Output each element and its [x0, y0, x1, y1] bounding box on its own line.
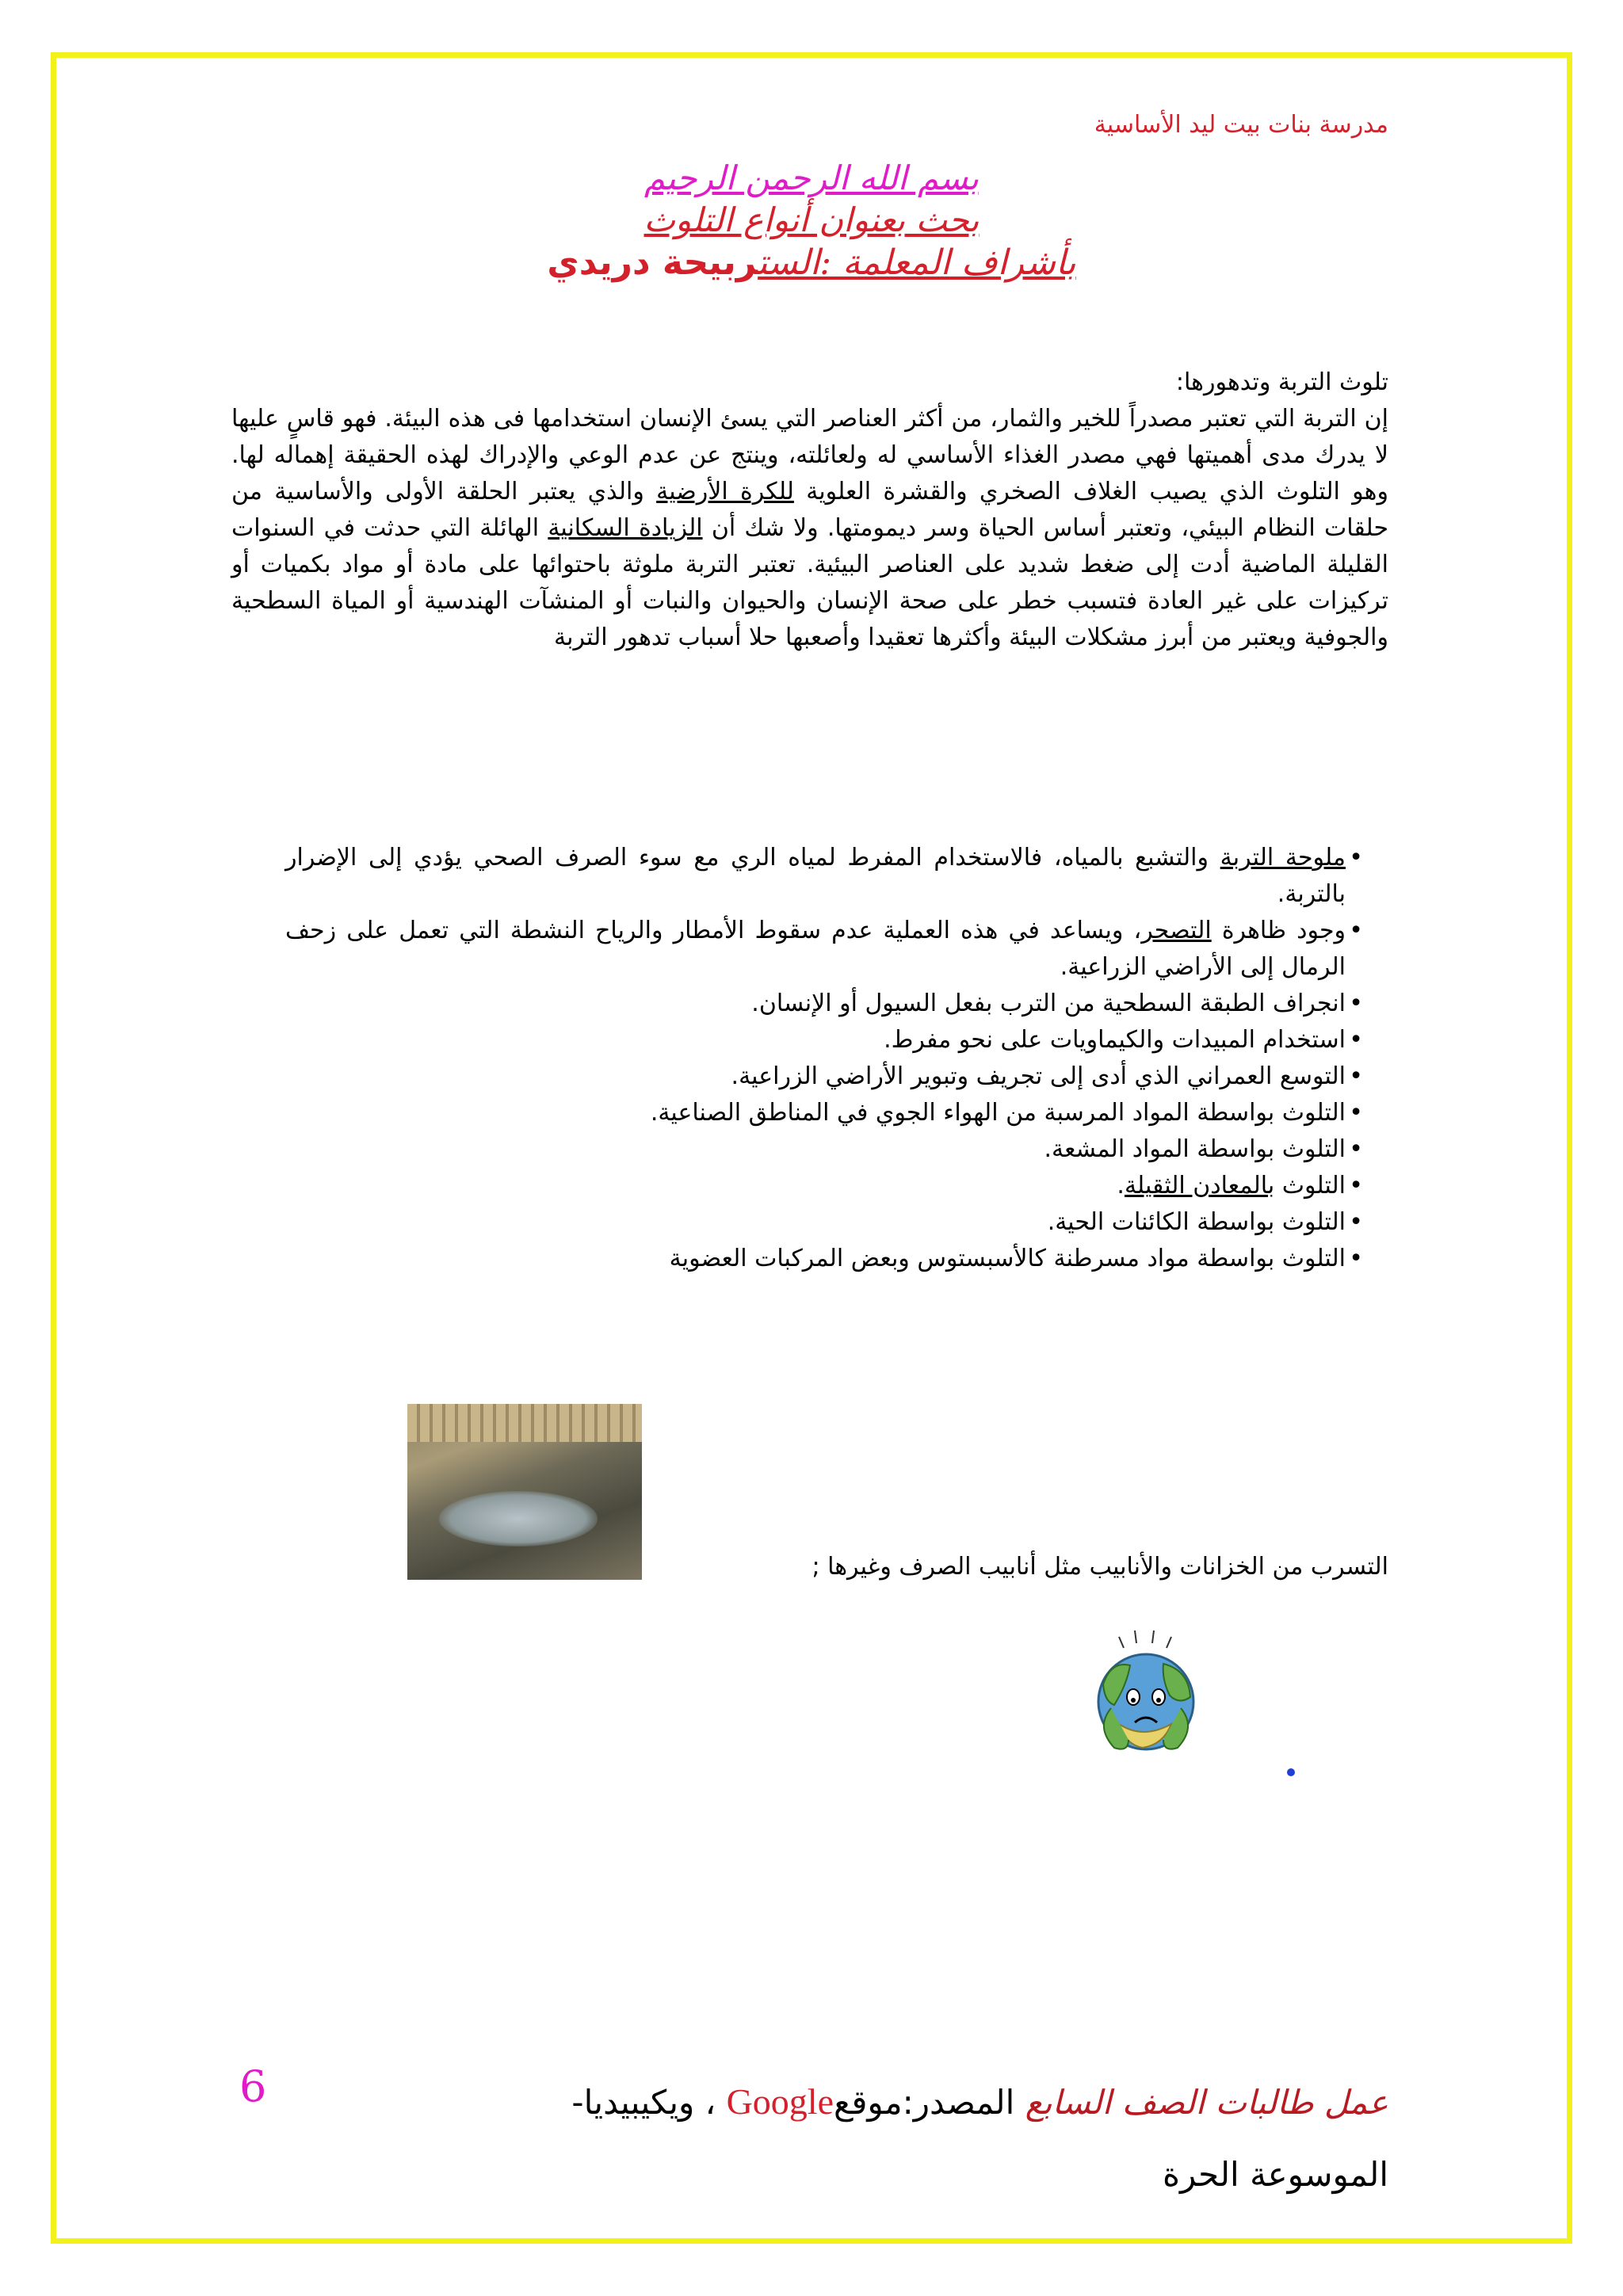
paragraph-part-c: الهائلة التي حدثت في السنوات القليلة الماضية أدت إلى ضغط شديد على العناصر البيئية. تعتبر التربة ملوثة باحتوائها على مادة أو مواد بكميات أو تركيزات على غير العادة فتسبب خطر على صحة الإنسان والحيوان والنبات أو المنشآت الهندسية أو المياة السطحية والجوفية ويعتبر من أبرز مشكلات البيئة وأكثرها تعقيدا وأصعبها حلا أسباب تدهور التربة — [231, 514, 1388, 651]
list-item: • التلوث بواسطة مواد مسرطنة كالأسبستوس وبعض المركبات العضوية — [285, 1241, 1357, 1277]
footer-wiki: ، ويكيبيديا- — [571, 2083, 716, 2122]
footer-encyclopedia: الموسوعة الحرة — [1162, 2155, 1388, 2194]
list-item: • انجراف الطبقة السطحية من الترب بفعل السيول أو الإنسان. — [285, 986, 1357, 1022]
salinity-link[interactable]: ملوحة التربة — [1220, 844, 1346, 871]
soil-section — [231, 364, 1388, 656]
paragraph-part-a: إن التربة التي تعتبر مصدراً للخير والثمار، من أكثر العناصر التي يسئ الإنسان استخدامها فى هذه البيئة. فهو قاسٍ عليها لا يدرك مدى أهميتها فهي مصدر الغذاء الأساسي له ولعائلته، وينتج عن عدم الوعي والإدراك لهذه الحقيقة إهماله لها. وهو التلوث الذي يصيب الغلاف الصخري والقشرة العلوية — [231, 405, 1388, 505]
supervisor-label: بأشراف المعلمة :الست — [758, 242, 1076, 283]
photo-fence — [407, 1404, 642, 1442]
list-item: • التلوث بواسطة المواد المشعة. — [285, 1131, 1357, 1168]
list-item — [285, 1168, 1357, 1204]
list-item-text: . — [1117, 1172, 1125, 1199]
list-item: • التلوث بواسطة المواد المرسبة من الهواء الجوي في المناطق الصناعية. — [285, 1095, 1357, 1131]
school-name: مدرسة بنات بيت ليد الأساسية — [1094, 111, 1388, 139]
earth-link[interactable]: للكرة الأرضية — [656, 478, 794, 505]
supervisor-line — [0, 242, 1623, 283]
supervisor-name: ربيحة دريدي — [547, 242, 758, 283]
list-item: • التوسع العمراني الذي أدى إلى تجريف وتبوير الأراضي الزراعية. — [285, 1058, 1357, 1095]
list-item — [285, 840, 1357, 913]
footer-class: عمل طالبات الصف السابع — [1025, 2083, 1388, 2122]
list-item-text: ، ويساعد في هذه العملية عدم سقوط الأمطار والرياح النشطة التي تعمل على زحف الرمال إلى الأراضي الزراعية. — [285, 917, 1346, 981]
desertification-link[interactable]: التصحر — [1141, 917, 1212, 944]
footer-google: Google — [726, 2081, 834, 2122]
list-item-text: والتشبع بالمياه، فالاستخدام المفرط لمياه الري مع سوء الصرف الصحي يؤدي إلى الإضرار بالتربة. — [285, 844, 1346, 908]
soil-leak-photo — [407, 1404, 642, 1580]
paragraph-part-b: والذي يعتبر الحلقة الأولى والأساسية من حلقات النظام البيئي، وتعتبر أساس الحياة وسر ديمومتها. ولا شك أن — [231, 478, 1388, 542]
bullet-dot — [1287, 1768, 1295, 1776]
causes-list — [285, 840, 1357, 1277]
basmala: بسم الله الرحمن الرحيم — [643, 158, 980, 197]
list-item-text: وجود ظاهرة — [1221, 917, 1346, 944]
sad-earth-icon — [1087, 1629, 1205, 1762]
section-title: تلوث التربة وتدهورها: — [1175, 368, 1388, 396]
footer-credit — [571, 2081, 1388, 2122]
list-item — [285, 913, 1357, 986]
list-item: • استخدام المبيدات والكيماويات على نحو مفرط. — [285, 1022, 1357, 1058]
page-number: 6 — [239, 2061, 267, 2111]
population-link[interactable]: الزيادة السكانية — [548, 514, 703, 542]
research-title: بحث بعنوان أنواع التلوث — [643, 200, 980, 239]
section-paragraph — [231, 401, 1388, 656]
list-item-text: التلوث — [1281, 1172, 1346, 1199]
photo-caption: التسرب من الخزانات والأنابيب مثل أنابيب الصرف وغيرها ; — [812, 1553, 1388, 1581]
footer-source-label: المصدر:موقع — [833, 2083, 1015, 2122]
list-item: • التلوث بواسطة الكائنات الحية. — [285, 1204, 1357, 1241]
photo-water — [439, 1491, 598, 1547]
heavy-metals-link[interactable]: بالمعادن الثقيلة — [1124, 1172, 1275, 1199]
